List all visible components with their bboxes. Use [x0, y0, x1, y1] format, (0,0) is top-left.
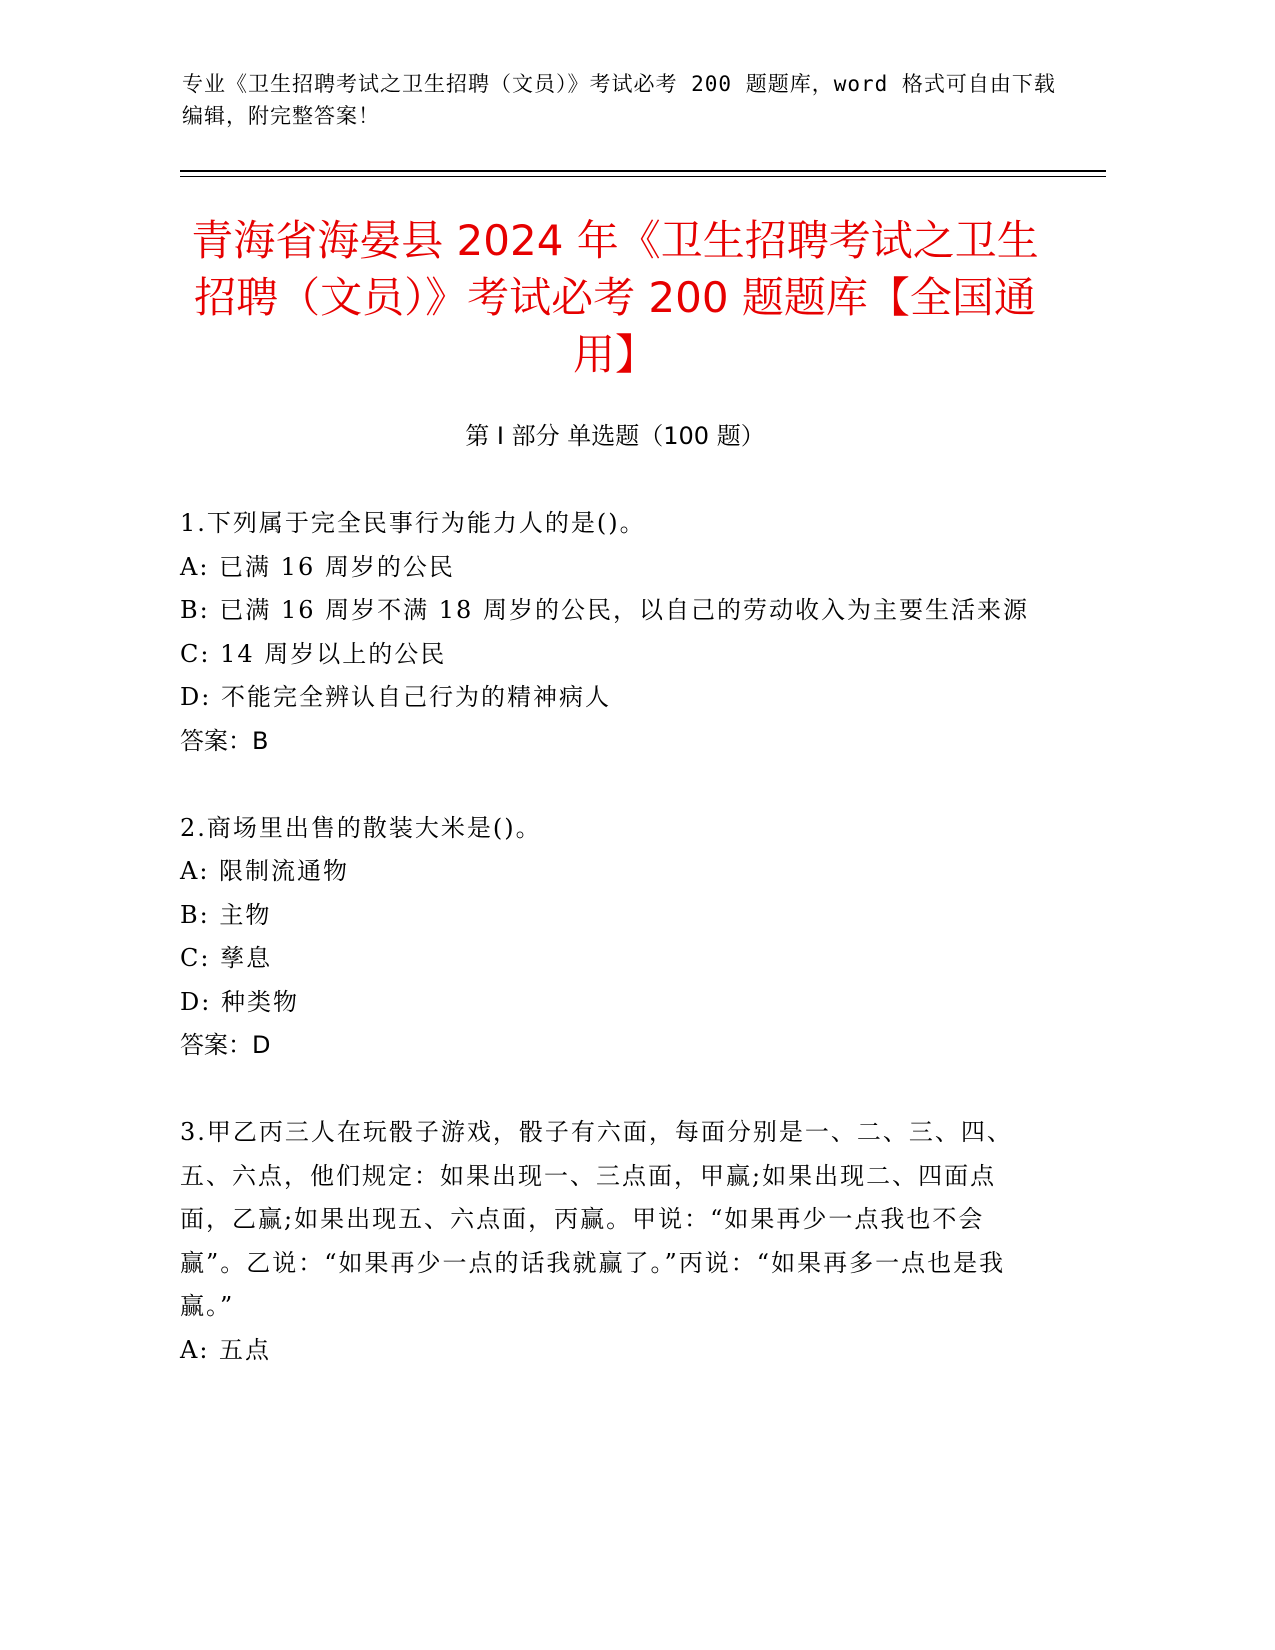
option-b: B: 主物 [180, 900, 272, 929]
option-a: A: 已满 16 周岁的公民 [180, 552, 455, 581]
question-2 [180, 807, 1040, 1068]
answer-line: 答案：D [180, 1031, 271, 1059]
option-d: D: 种类物 [180, 987, 299, 1016]
question-3 [180, 1111, 1040, 1372]
header-note: 专业《卫生招聘考试之卫生招聘（文员）》考试必考 200 题题库，word 格式可自由下载编辑，附完整答案！ [182, 72, 1056, 128]
answer-line: 答案：B [180, 726, 269, 755]
question-1 [180, 502, 1040, 763]
option-b: B: 已满 16 周岁不满 18 周岁的公民，以自己的劳动收入为主要生活来源 [180, 596, 1029, 624]
question-list [180, 502, 1040, 1372]
option-c: C: 14 周岁以上的公民 [180, 639, 447, 668]
header-divider-thin [180, 176, 1106, 177]
header-divider-thick [180, 170, 1106, 172]
option-d: D: 不能完全辨认自己行为的精神病人 [180, 683, 611, 711]
section-heading: 第 I 部分 单选题（100 题） [465, 422, 765, 450]
option-a: A: 限制流通物 [180, 857, 350, 885]
question-stem: 3.甲乙丙三人在玩骰子游戏，骰子有六面，每面分别是一、二、三、四、五、六点，他们规定：如果出现一、三点面，甲赢;如果出现二、四面点面，乙赢;如果出现五、六点面，丙赢。甲说：“如果再少一点我也不会赢”。乙说：“如果再少一点的话我就赢了。”丙说：“如果再多一点也是我赢。” [180, 1118, 1013, 1320]
option-a: A: 五点 [180, 1335, 272, 1364]
document-title: 青海省海晏县 2024 年《卫生招聘考试之卫生招聘（文员）》考试必考 200 题题库【全国通用】 [191, 216, 1039, 379]
question-stem: 1.下列属于完全民事行为能力人的是()。 [180, 509, 646, 537]
option-c: C: 孳息 [180, 944, 273, 972]
question-stem: 2.商场里出售的散装大米是()。 [180, 813, 542, 842]
